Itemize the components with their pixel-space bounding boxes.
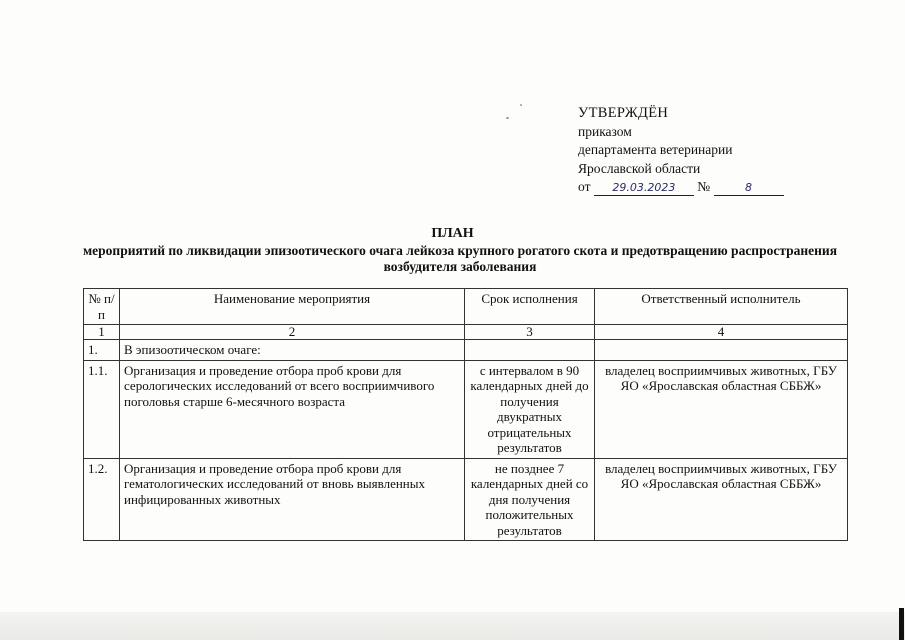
table-row [84, 458, 848, 541]
measures-table [83, 288, 848, 541]
approval-line-department: департамента ветеринарии [578, 142, 733, 157]
approval-date-line [578, 178, 784, 197]
row-responsible: владелец восприимчивых животных, ГБУ ЯО «Ярославская областная СББЖ» [595, 360, 848, 458]
row-responsible: владелец восприимчивых животных, ГБУ ЯО «Ярославская областная СББЖ» [595, 458, 848, 541]
row-term: не позднее 7 календарных дней со дня получения положительных результатов [465, 458, 595, 541]
section-name: В эпизоотическом очаге: [120, 340, 465, 361]
row-term: с интервалом в 90 календарных дней до получения двукратных отрицательных результатов [465, 360, 595, 458]
plan-subtitle: мероприятий по ликвидации эпизоотического очага лейкоза крупного рогатого скота и предотвращению распространения возбудителя заболевания [82, 243, 838, 274]
scan-speck [506, 117, 509, 119]
date-label: от [578, 179, 591, 194]
index-cell: 2 [120, 325, 465, 340]
scan-speck [520, 104, 522, 106]
scan-bottom-edge [0, 612, 905, 640]
approval-number: 8 [714, 181, 784, 196]
approval-block [578, 104, 784, 197]
index-cell: 3 [465, 325, 595, 340]
row-num: 1.2. [84, 458, 120, 541]
row-name: Организация и проведение отбора проб крови для серологических исследований от всего восприимчивого поголовья старше 6-месячного возраста [120, 360, 465, 458]
table-header-row [84, 289, 848, 325]
table-row [84, 360, 848, 458]
scan-edge-mark [899, 608, 904, 640]
row-name: Организация и проведение отбора проб крови для гематологических исследований от вновь выявленных инфицированных животных [120, 458, 465, 541]
number-label: № [697, 179, 711, 194]
table-index-row [84, 325, 848, 340]
plan-title: ПЛАН [431, 226, 474, 241]
header-num: № п/п [84, 289, 120, 325]
approval-title: УТВЕРЖДЁН [578, 105, 669, 121]
row-num: 1.1. [84, 360, 120, 458]
header-name: Наименование мероприятия [120, 289, 465, 325]
approval-line-order: приказом [578, 123, 632, 139]
section-responsible [595, 340, 848, 361]
approval-line-region: Ярославской области [578, 160, 701, 176]
approval-date: 29.03.2023 [594, 181, 694, 196]
header-responsible: Ответственный исполнитель [595, 289, 848, 325]
index-cell: 4 [595, 325, 848, 340]
index-cell: 1 [84, 325, 120, 340]
section-term [465, 340, 595, 361]
table-section-row [84, 340, 848, 361]
section-num: 1. [84, 340, 120, 361]
header-term: Срок исполнения [465, 289, 595, 325]
